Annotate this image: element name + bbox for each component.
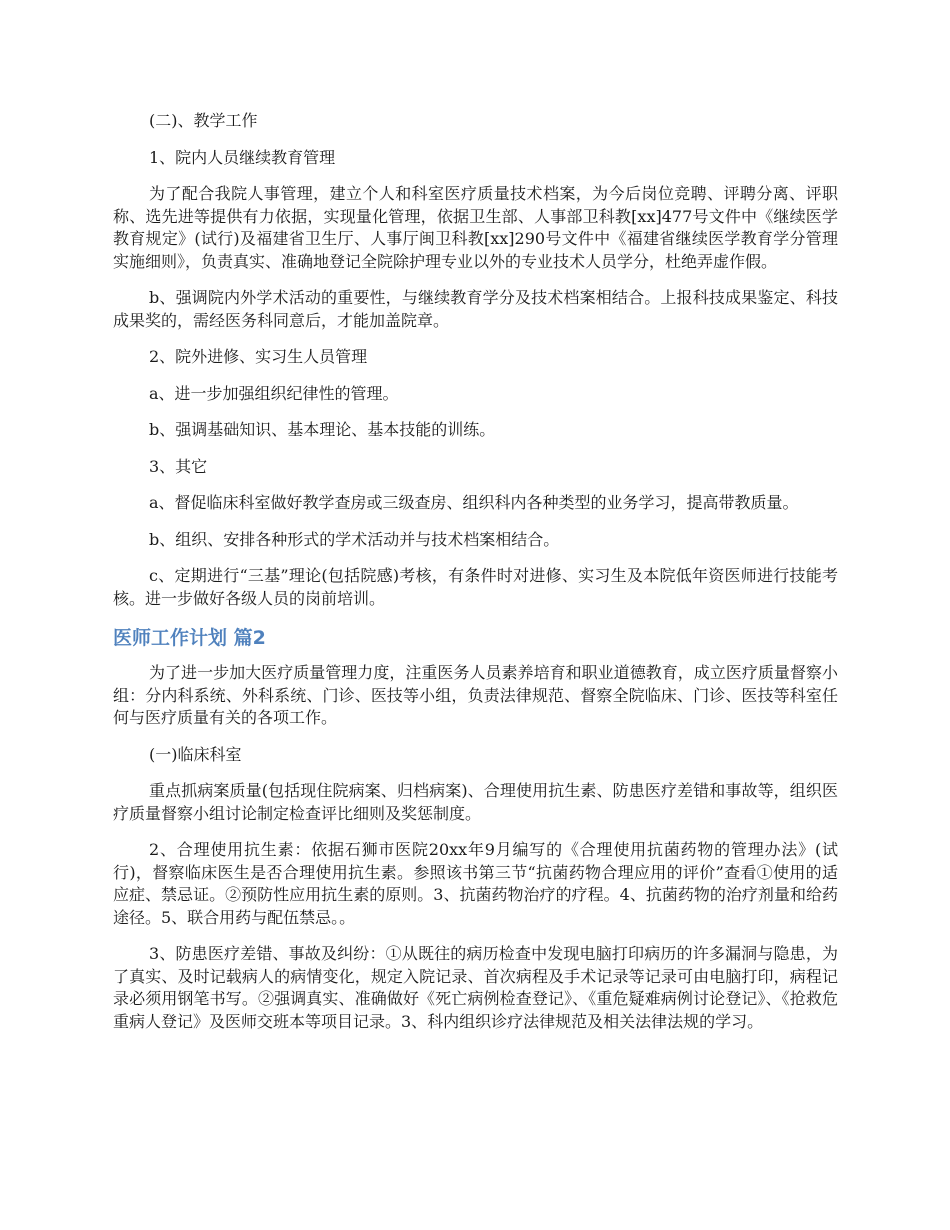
item-heading-other: 3、其它 — [149, 456, 208, 476]
paragraph-discipline: a、进一步加强组织纪律性的管理。 — [149, 383, 399, 403]
document-page — [113, 110, 838, 1047]
paragraph-three-basics: c、定期进行“三基”理论(包括院感)考核，有条件时对进修、实习生及本院低年资医师进行技能考核。进一步做好各级人员的岗前培训。 — [113, 566, 838, 608]
paragraph-academic-activities: b、强调院内外学术活动的重要性，与继续教育学分及技术档案相结合。上报科技成果鉴定、科技成果奖的，需经医务科同意后，才能加盖院章。 — [113, 288, 838, 330]
item-heading-continuing-education: 1、院内人员继续教育管理 — [149, 147, 336, 167]
item-heading-clinical-departments: (一)临床科室 — [149, 744, 242, 764]
paragraph-quality-supervision: 为了进一步加大医疗质量管理力度，注重医务人员素养培育和职业道德教育，成立医疗质量督察小组：分内科系统、外科系统、门诊、医技等小组，负责法律规范、督察全院临床、门诊、医技等科室任何与医疗质量有关的各项工作。 — [113, 663, 838, 727]
paragraph-continuing-education: 为了配合我院人事管理，建立个人和科室医疗质量技术档案，为今后岗位竞聘、评聘分离、评职称、选先进等提供有力依据，实现量化管理，依据卫生部、人事部卫科教[xx]477号文件中《继续医学教育规定》(试行)及福建省卫生厅、人事厅闽卫科教[xx]290号文件中《福建省继续医学教育学分管理实施细则》，负责真实、准确地登记全院除护理专业以外的专业技术人员学分，杜绝弄虚作假。 — [113, 184, 838, 271]
paragraph-basic-training: b、强调基础知识、基本理论、基本技能的训练。 — [149, 420, 496, 439]
paragraph-error-prevention: 3、防患医疗差错、事故及纠纷：①从既往的病历检查中发现电脑打印病历的许多漏洞与隐患，为了真实、及时记载病人的病情变化，规定入院记录、首次病程及手术记录等记录可由电脑打印，病程记录必须用钢笔书写。②强调真实、准确做好《死亡病例检查登记》、《重危疑难病例讨论登记》、《抢救危重病人登记》及医师交班本等项目记录。3、科内组织诊疗法律规范及相关法律法规的学习。 — [113, 944, 838, 1031]
section-heading-part2: 医师工作计划 篇2 — [113, 627, 266, 649]
paragraph-medical-records: 重点抓病案质量(包括现住院病案、归档病案)、合理使用抗生素、防患医疗差错和事故等，组织医疗质量督察小组讨论制定检查评比细则及奖惩制度。 — [113, 781, 838, 823]
paragraph-antibiotics: 2、合理使用抗生素：依据石狮市医院20xx年9月编写的《合理使用抗菌药物的管理办法》(试行)，督察临床医生是否合理使用抗生素。参照该书第三节“抗菌药物合理应用的评价”查看①使用的适应症、禁忌证。②预防性应用抗生素的原则。3、抗菌药物治疗的疗程。4、抗菌药物的治疗剂量和给药途径。5、联合用药与配伍禁忌。。 — [113, 840, 838, 927]
item-heading-trainee-management: 2、院外进修、实习生人员管理 — [149, 347, 368, 366]
paragraph-academic-forms: b、组织、安排各种形式的学术活动并与技术档案相结合。 — [149, 529, 560, 549]
paragraph-teaching-rounds: a、督促临床科室做好教学查房或三级查房、组织科内各种类型的业务学习，提高带教质量。 — [149, 493, 799, 512]
section-subtitle-teaching: (二)、教学工作 — [149, 111, 258, 130]
